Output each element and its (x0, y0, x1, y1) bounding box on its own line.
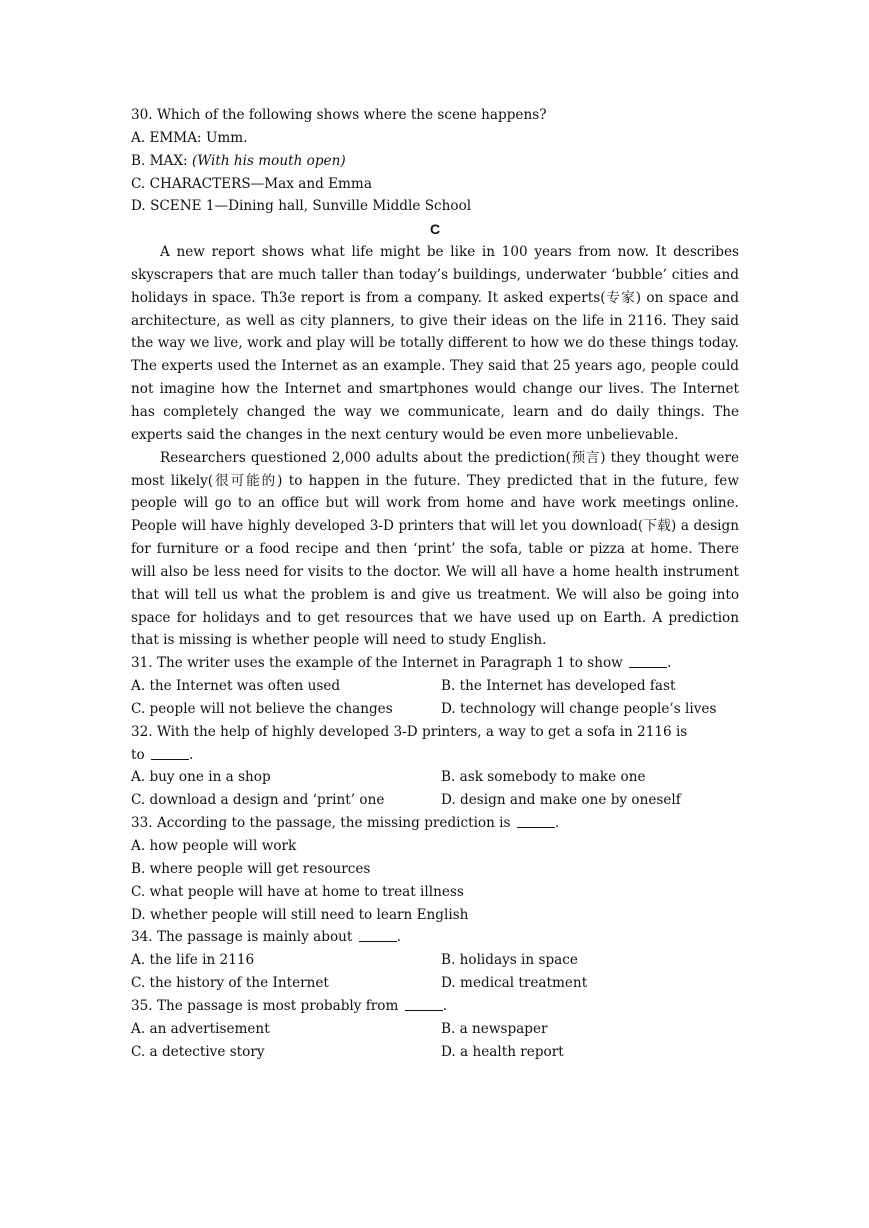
question-34-options-row-2 (131, 972, 739, 995)
document-content (131, 104, 739, 1063)
question-stem-text: 35. The passage is most probably from (131, 997, 399, 1014)
option-prefix: A. (131, 129, 150, 146)
stem-end: . (667, 655, 672, 672)
question-31-options-row-2 (131, 698, 739, 721)
option-text: MAX: (149, 152, 192, 169)
option-b: B. holidays in space (441, 952, 578, 969)
question-35-options-row-1 (131, 1018, 739, 1041)
question-32-stem-line-2 (131, 744, 739, 767)
question-30-option-a (131, 127, 739, 150)
question-stem-text: 34. The passage is mainly about (131, 929, 353, 946)
option-c: C. a detective story (131, 1043, 265, 1060)
option-a: A. the Internet was often used (131, 678, 341, 695)
option-d: D. design and make one by oneself (441, 792, 681, 809)
section-title: C (429, 221, 441, 238)
option-d: D. medical treatment (441, 975, 588, 992)
question-30-option-d (131, 195, 739, 218)
option-italic-text: (With his mouth open) (191, 152, 346, 169)
answer-blank (151, 747, 189, 760)
stem-end: . (396, 929, 402, 946)
question-stem-text: 33. According to the passage, the missing prediction is (131, 815, 511, 832)
option-b: B. a newspaper (441, 1020, 548, 1037)
question-33-option-a: A. how people will work (131, 838, 297, 854)
question-stem-text: to (131, 746, 145, 763)
question-33-stem (131, 812, 739, 835)
question-32-options-row-1 (131, 766, 739, 789)
answer-blank (517, 815, 555, 828)
option-a: A. buy one in a shop (131, 769, 271, 786)
question-stem-text: 31. The writer uses the example of the Internet in Paragraph 1 to show (131, 655, 623, 672)
question-32-stem-line-1: 32. With the help of highly developed 3-D printers, a way to get a sofa in 2116 is (131, 723, 688, 740)
option-c: C. download a design and ‘print’ one (131, 792, 385, 809)
option-b: B. the Internet has developed fast (441, 678, 676, 695)
question-35-stem (131, 995, 739, 1018)
question-33-option-d: D. whether people will still need to learn English (131, 906, 469, 923)
question-33-option-b: B. where people will get resources (131, 860, 371, 877)
answer-blank (359, 929, 397, 942)
option-text: EMMA: Umm. (149, 129, 248, 146)
question-34-options-row-1 (131, 949, 739, 972)
question-30-option-b (131, 150, 739, 173)
passage-paragraph-1: A new report shows what life might be like in 100 years from now. It describes skyscrapers that are much taller than today’s buildings, underwater ‘bubble’ cities and holidays in space. Th3e report is from a company. It asked experts(专家) on space and architecture, as well as city planners, to give their ideas on the life in 2116. They said the way we live, work and play will be totally different to how we do these things today. The experts used the Internet as an example. They said that 25 years ago, people could not imagine how the Internet and smartphones would change our lives. The Internet has completely changed the way we communicate, learn and do daily things. The experts said the changes in the next century would be even more unbelievable. (131, 244, 739, 443)
question-31-stem (131, 652, 739, 675)
question-35-options-row-2 (131, 1041, 739, 1064)
question-32-options-row-2 (131, 789, 739, 812)
option-prefix: D. (131, 198, 151, 215)
option-text: CHARACTERS—Max and Emma (149, 175, 372, 192)
option-prefix: C. (131, 175, 150, 192)
option-text: SCENE 1—Dining hall, Sunville Middle School (150, 198, 472, 215)
option-c: C. the history of the Internet (131, 975, 329, 992)
question-30-option-c (131, 173, 739, 196)
answer-blank (629, 655, 667, 668)
option-c: C. people will not believe the changes (131, 700, 393, 717)
question-33-option-c: C. what people will have at home to treat illness (131, 883, 464, 900)
option-d: D. technology will change people’s lives (441, 700, 717, 717)
passage-paragraph-2: Researchers questioned 2,000 adults about the prediction(预言) they thought were most likely(很可能的) to happen in the future. They predicted that in the future, few people will go to an office but will work from home and have work meetings online. People will have highly developed 3-D printers that will let you download(下载) a design for furniture or a food recipe and then ‘print’ the sofa, table or pizza at home. There will also be less need for visits to the doctor. We will all have a home health instrument that will tell us what the problem is and give us treatment. We will also be going into space for holidays and to get resources that we have used up on Earth. A prediction that is missing is whether people will need to study English. (131, 449, 739, 649)
stem-end: . (188, 746, 194, 763)
question-30-stem: 30. Which of the following shows where the scene happens? (131, 107, 547, 123)
reading-passage (131, 241, 739, 652)
answer-blank (405, 998, 443, 1011)
option-d: D. a health report (441, 1043, 564, 1060)
stem-end: . (554, 815, 560, 832)
question-34-stem (131, 926, 739, 949)
option-a: A. an advertisement (131, 1020, 270, 1037)
option-a: A. the life in 2116 (131, 952, 255, 969)
question-31-options-row-1 (131, 675, 739, 698)
stem-end: . (442, 997, 448, 1014)
option-b: B. ask somebody to make one (441, 769, 646, 786)
option-prefix: B. (131, 152, 150, 169)
